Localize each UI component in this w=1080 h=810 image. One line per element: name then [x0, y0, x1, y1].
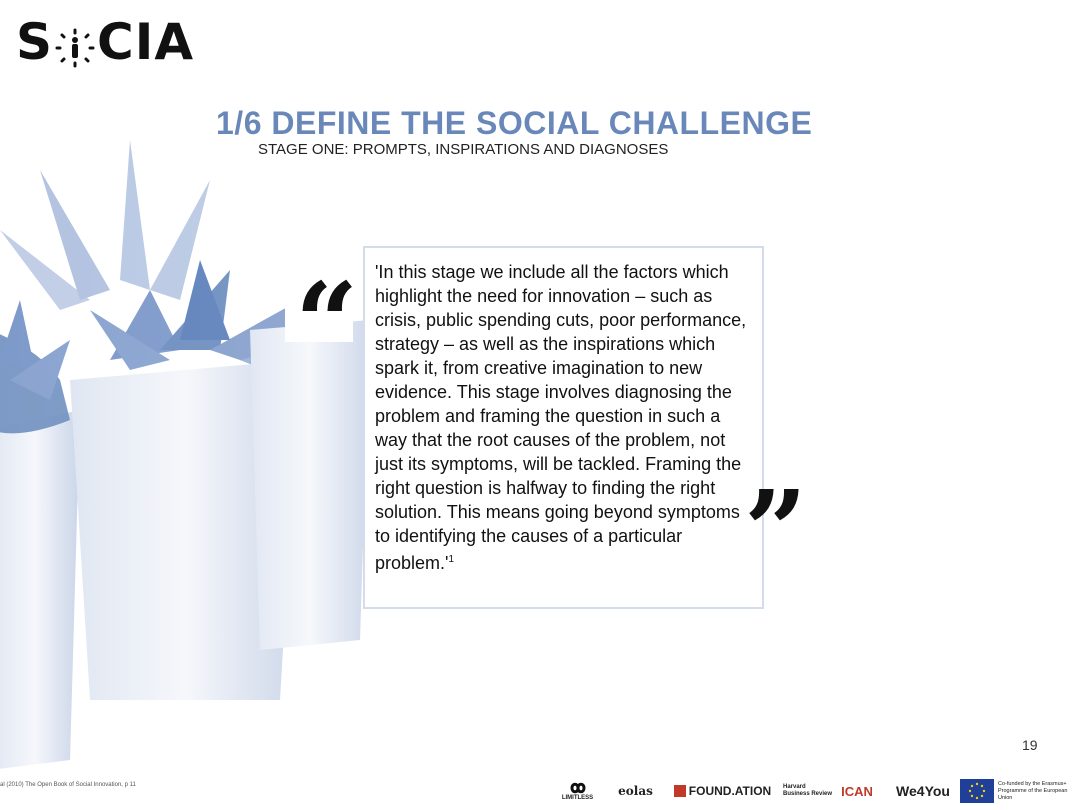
quote-text — [375, 260, 755, 575]
eu-flag-icon — [960, 779, 994, 803]
logo-text-right: CIA — [97, 13, 195, 71]
quote-footnote-ref: 1 — [448, 554, 455, 565]
open-quote-glyph: “ — [295, 258, 359, 387]
partner-foundation-logo — [670, 776, 775, 806]
partner-hbr-logo — [783, 776, 833, 806]
partner-ican-logo — [837, 776, 877, 806]
open-quote-mark — [285, 258, 359, 387]
foundation-icon — [674, 785, 686, 797]
partner-logos — [555, 776, 1075, 806]
page-number: 19 — [1022, 737, 1038, 753]
footnote: al (2010) The Open Book of Social Innovation, p 11 — [0, 782, 136, 788]
partner-foundation-text: FOUND.ATION — [688, 784, 772, 798]
partner-erasmus-text: Co-funded by the Erasmus+ Programme of the European Union — [998, 780, 1068, 801]
partner-erasmus-logo — [960, 776, 1072, 806]
partner-eolas-text: eolas — [618, 784, 653, 798]
partner-limitless-text: LIMITLESS — [561, 795, 594, 801]
slide-subtitle: STAGE ONE: PROMPTS, INSPIRATIONS AND DIAGNOSES — [258, 141, 669, 158]
partner-eolas-logo — [613, 776, 658, 806]
infinity-icon — [566, 781, 590, 795]
partner-limitless-logo — [555, 776, 600, 806]
quote-body: 'In this stage we include all the factors which highlight the need for innovation – such as crisis, public spending cuts, poor performance, strategy – as well as the inspirations which spark it, from creative imagination to new evidence. This stage involves diagnosing the problem and framing the question in such a way that the root causes of the problem, not just its symptoms, will be tackled. Framing the right question is halfway to finding the right solution. This means going beyond symptoms to identifying the causes of a particular problem.' — [375, 262, 747, 573]
partner-we4you-logo — [888, 776, 958, 806]
socia-logo — [16, 13, 195, 71]
logo-o-emblem — [55, 22, 95, 62]
partner-we4you-text: We4You — [896, 783, 950, 799]
close-quote-mark — [744, 466, 808, 595]
close-quote-glyph: ” — [744, 466, 808, 595]
slide-title: 1/6 DEFINE THE SOCIAL CHALLENGE — [216, 105, 813, 141]
partner-hbr-text: Harvard Business Review — [783, 784, 833, 797]
logo-text-left: S — [16, 13, 54, 71]
partner-ican-text: ICAN — [841, 783, 873, 799]
